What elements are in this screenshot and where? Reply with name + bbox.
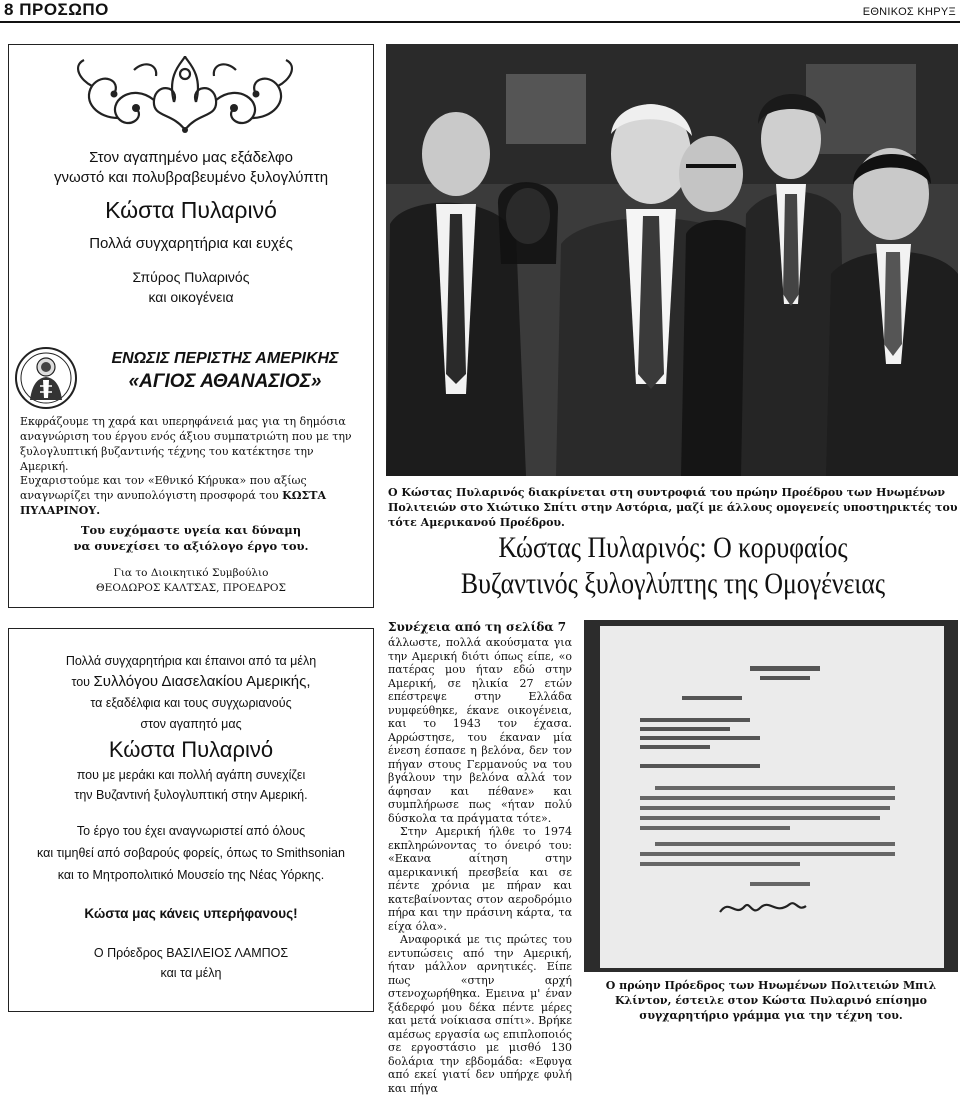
greeting-signature-1: Σπύρος Πυλαρινός: [132, 269, 250, 285]
group-photo: [386, 44, 958, 476]
photo-caption: Ο Κώστας Πυλαρινός διακρίνεται στη συντροφιά του πρώην Προέδρου των Ηνωμένων Πολιτειών στο Χιώτικο Σπίτι στην Αστόρια, μαζί με άλλους ομογενείς υποστηρικτές του τότε Αμερικανού Προέδρου.: [388, 486, 958, 529]
association-name: Συλλόγου Διασελακίου Αμερικής,: [93, 673, 311, 690]
association-honoree-name: Κώστα Πυλαρινό: [108, 737, 274, 762]
greeting-wishes: Πολλά συγχαρητήρια και ευχές: [89, 235, 293, 252]
union-paragraph-2-bold: ΚΩΣΤΑ ΠΥΛΑΡΙΝΟΥ.: [20, 489, 326, 517]
union-board: [8, 566, 374, 596]
letter-caption: Ο πρώην Πρόεδρος των Ηνωμένων Πολιτειών Μπιλ Κλίντον, έστειλε στον Κώστα Πυλαρινό επίσημο συγχαρητήριο γράμμα για την τέχνη του.: [605, 979, 937, 1022]
association-line-2: [8, 672, 374, 692]
article-body: [388, 636, 572, 1095]
association-line-8: και τιμηθεί από σοβαρούς φορείς, όπως το Smithsonian: [37, 846, 345, 860]
article-headline: [428, 530, 918, 602]
association-line-3: τα εξαδέλφια και τους συγχωριανούς: [90, 696, 292, 710]
article-paragraph-1: άλλωστε, πολλά ακούσματα για την Αμερική διότι όπως είπε, «ο πατέρας μου ήταν εδώ στην Αμερική, σε ηλικία 27 ετών επέστρεψε στην Ελλάδα νυμφεύθηκε, έκανε οικογένεια, και το 1943 τον έχασα. Αρρώστησε, του έκαναν μία ένεση έσπασε η βελόνα, δεν τον πήγαν στους Γερμανούς να του βγάλουν την βελόνα αλλά τον άφησαν και πέθανε» και συμπλήρωσε πως «ήταν πολύ δύσκολα τα πράγματα τότε».: [388, 636, 572, 825]
association-proud-line: Κώστα μας κάνεις υπερήφανους!: [84, 906, 298, 921]
union-wish-line-1: Του ευχόμαστε υγεία και δύναμη: [80, 523, 302, 537]
association-signature-2: και τα μέλη: [160, 966, 222, 980]
union-board-line-1: Για το Διοικητικό Συμβούλιο: [113, 567, 269, 579]
association-line-5: που με μεράκι και πολλή αγάπη συνεχίζει: [76, 768, 306, 782]
association-line-1: Πολλά συγχαρητήρια και έπαινοι από τα μέλη: [65, 654, 317, 668]
article-paragraph-3: Αναφορικά με τις πρώτες του εντυπώσεις από την Αμερική, ήταν μάλλον αρνητικές. Είπε πως «στην αρχή στενοχωρήθηκα. Εμεινα μ' έναν ξάδερφό μου δέκα πέντε μέρες και μετά νοίκιασα σπίτι». Βρήκε αμέσως εργασία ως επιπλοποιός σε εργοστάσιο με μισθό 130 δολάρια την εβδομάδα: «Εφυγα από εκεί γιατί δεν υπήρχε φυλή και πήγα: [388, 933, 572, 1095]
union-name: «ΑΓΙΟΣ ΑΘΑΝΑΣΙΟΣ»: [128, 371, 322, 392]
saint-athanasios-emblem-icon: [14, 346, 78, 410]
article-paragraph-2: Στην Αμερική ήλθε το 1974 εκπληρώνοντας το όνειρό του: «Εκανα αίτηση στην αμερικανική πρεσβεία και σε πέντε χρόνια με πήραν και κατεβαίνοντας στον αεροδρόμιο πήρα και την πράσινη κάρτα, τα είχα όλα».: [388, 825, 572, 933]
header-rule: [0, 21, 960, 23]
union-wishes: [8, 522, 374, 554]
union-paragraph-2: [20, 473, 365, 518]
association-line-2-prefix: του: [71, 675, 94, 689]
continued-from: Συνέχεια από τη σελίδα 7: [388, 620, 567, 634]
union-title: ΕΝΩΣΙΣ ΠΕΡΙΣΤΗΣ ΑΜΕΡΙΚΗΣ: [111, 350, 339, 367]
greeting-line-2: γνωστό και πολυβραβευμένο ξυλογλύπτη: [53, 169, 329, 186]
clinton-letter-image: [600, 626, 944, 968]
union-paragraph-1: Εκφράζουμε τη χαρά και υπερηφάνειά μας για τη δημόσια αναγνώριση του έργου ενός άξιου συμπατριώτη που με την ξυλογλυπτική βυζαντινής τέχνης του κατέκτησε την Αμερική.: [20, 415, 352, 473]
association-line-7: Το έργο του έχει αναγνωριστεί από όλους: [76, 824, 306, 838]
ornament-icon: [62, 52, 308, 138]
greeting-name: Κώστα Πυλαρινό: [105, 197, 277, 223]
headline-line-1: Κώστας Πυλαρινός: Ο κορυφαίος: [498, 531, 848, 564]
page-section-header: [4, 0, 109, 20]
page-number: 8: [4, 0, 14, 19]
union-paragraph-2-text: Ευχαριστούμε και τον «Εθνικό Κήρυκα» που αξίως αναγνωρίζει την ανυπολόγιστη προσφορά του: [20, 474, 307, 502]
association-line-4: στον αγαπητό μας: [140, 717, 242, 731]
headline-line-2: Βυζαντινός ξυλογλύπτης της Ομογένειας: [460, 567, 886, 600]
greeting-signature-2: και οικογένεια: [148, 289, 234, 305]
greeting-line-1: Στον αγαπημένο μας εξάδελφο: [89, 149, 293, 166]
association-line-9: και το Μητροπολιτικό Μουσείο της Νέας Υόρκης.: [57, 868, 325, 882]
association-line-6: την Βυζαντινή ξυλογλυπτική στην Αμερική.: [74, 788, 308, 802]
section-title: ΠΡΟΣΩΠΟ: [19, 0, 109, 19]
union-board-line-2: ΘΕΟΔΩΡΟΣ ΚΑΛΤΣΑΣ, ΠΡΟΕΔΡΟΣ: [96, 582, 286, 594]
association-signature-1: Ο Πρόεδρος ΒΑΣΙΛΕΙΟΣ ΛΑΜΠΟΣ: [93, 946, 289, 960]
union-wish-line-2: να συνεχίσει το αξιόλογο έργο του.: [73, 539, 309, 553]
newspaper-name: ΕΘΝΙΚΟΣ ΚΗΡΥΞ: [862, 6, 956, 18]
